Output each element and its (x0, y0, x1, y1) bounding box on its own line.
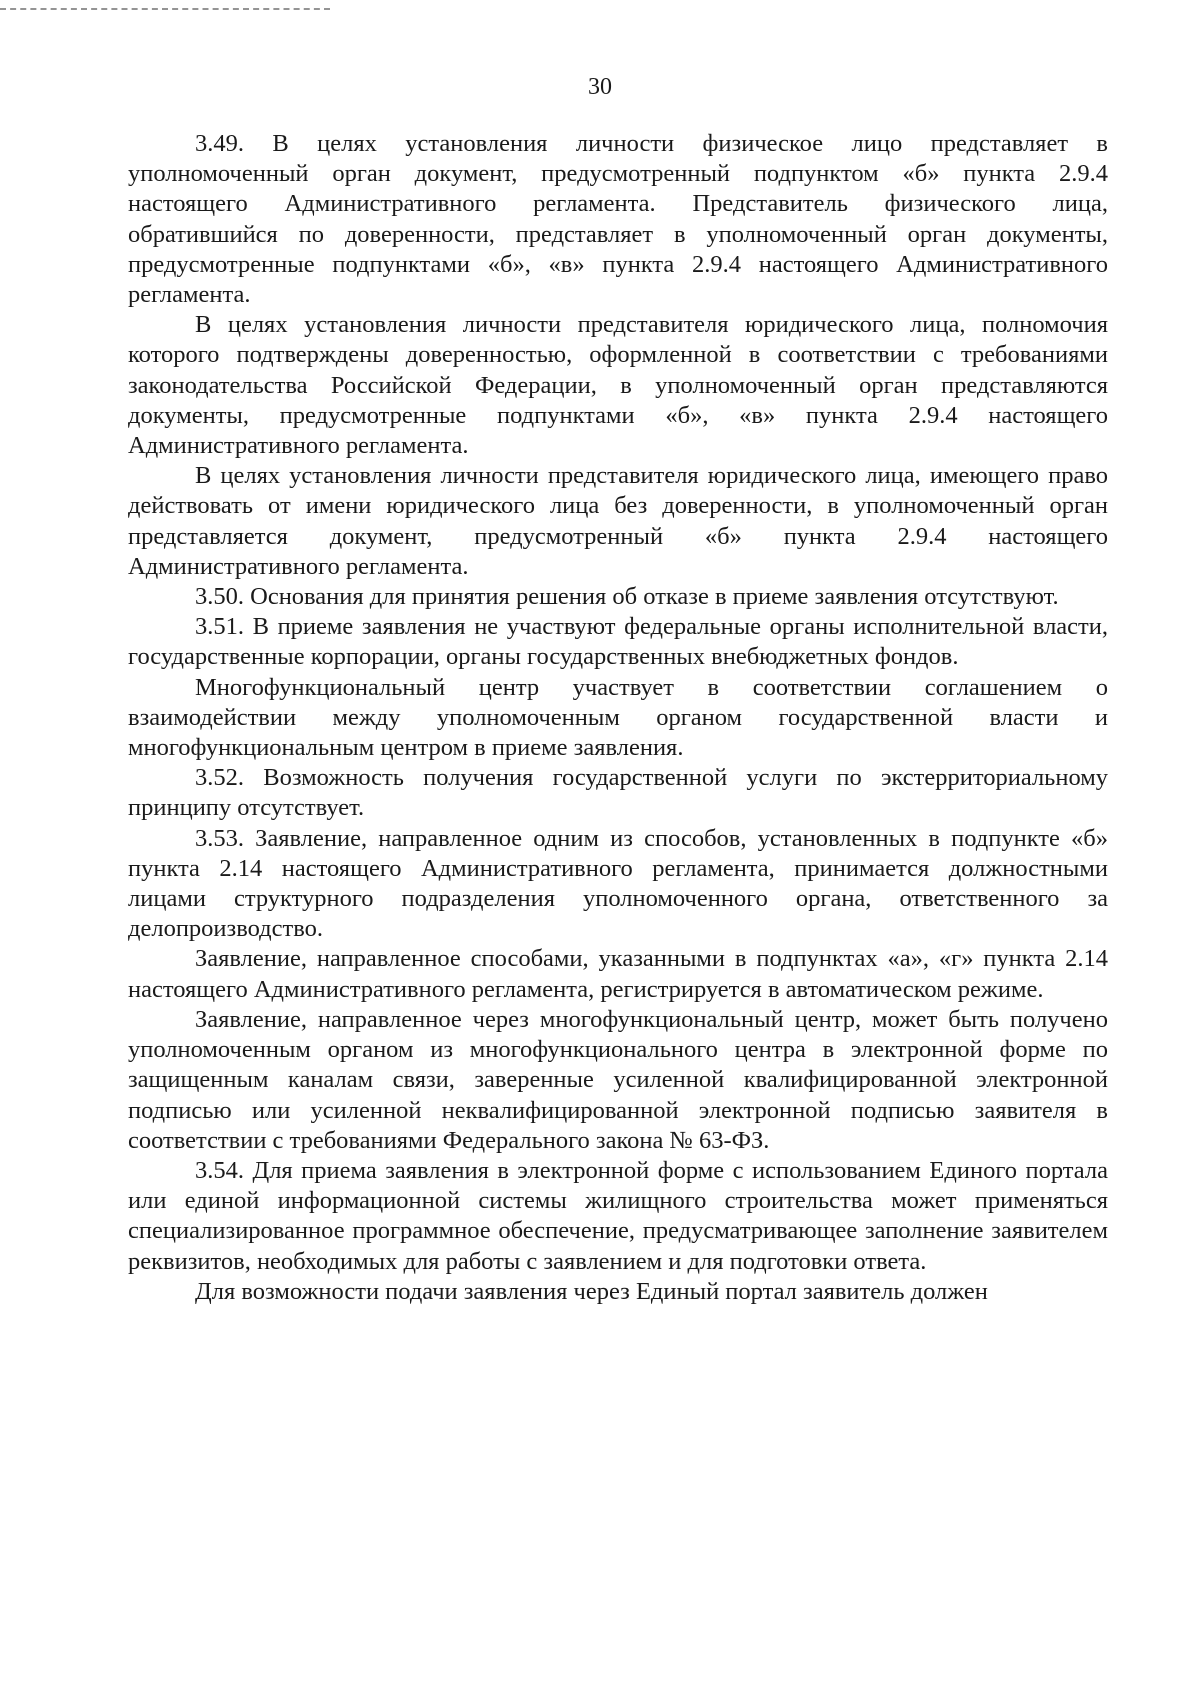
paragraph-3-52: 3.52. Возможность получения государственной услуги по экстерриториальному принципу отсутствует. (128, 764, 1108, 822)
document-body (128, 129, 1108, 1307)
paragraph-auto-registration: Заявление, направленное способами, указанными в подпунктах «а», «г» пункта 2.14 настоящего Административного регламента, регистрируется в автоматическом режиме. (128, 945, 1108, 1003)
paragraph-3-50: 3.50. Основания для принятия решения об отказе в приеме заявления отсутствуют. (195, 583, 1059, 611)
paragraph-3-51: 3.51. В приеме заявления не участвуют федеральные органы исполнительной власти, государственные корпорации, органы государственных внебюджетных фондов. (128, 613, 1108, 671)
paragraph-mfc-participation: Многофункциональный центр участвует в соответствии соглашением о взаимодействии между уполномоченным органом государственной власти и многофункциональным центром в приеме заявления. (128, 673, 1108, 762)
scan-edge-mark (0, 8, 330, 10)
paragraph-mfc-electronic: Заявление, направленное через многофункциональный центр, может быть получено уполномоченным органом из многофункционального центра в электронной форме по защищенным каналам связи, заверенные усиленной квалифицированной электронной подписью или усиленной неквалифицированной электронной подписью заявителя в соответствии с требованиями Федерального закона № 63-ФЗ. (128, 1005, 1108, 1154)
paragraph-3-54: 3.54. Для приема заявления в электронной форме с использованием Единого портала или единой информационной системы жилищного строительства может применяться специализированное программное обеспечение, предусматривающее заполнение заявителем реквизитов, необходимых для работы с заявлением и для подготовки ответа. (128, 1156, 1108, 1275)
paragraph-portal-submission: Для возможности подачи заявления через Единый портал заявитель должен (195, 1277, 988, 1305)
paragraph-legal-rep-by-proxy: В целях установления личности представителя юридического лица, полномочия которого подтверждены доверенностью, оформленной в соответствии с требованиями законодательства Российской Федерации, в уполномоченный орган представляются документы, предусмотренные подпунктами «б», «в» пункта 2.9.4 настоящего Административного регламента. (128, 311, 1108, 460)
paragraph-legal-rep-without-proxy: В целях установления личности представителя юридического лица, имеющего право действовать от имени юридического лица без доверенности, в уполномоченный орган представляется документ, предусмотренный «б» пункта 2.9.4 настоящего Административного регламента. (128, 462, 1108, 580)
page-number: 30 (588, 74, 612, 100)
paragraph-3-49: 3.49. В целях установления личности физическое лицо представляет в уполномоченный орган документ, предусмотренный подпунктом «б» пункта 2.9.4 настоящего Административного регламента. Представитель физического лица, обратившийся по доверенности, представляет в уполномоченный орган документы, предусмотренные подпунктами «б», «в» пункта 2.9.4 настоящего Административного регламента. (128, 130, 1108, 309)
paragraph-3-53: 3.53. Заявление, направленное одним из способов, установленных в подпункте «б» пункта 2.14 настоящего Административного регламента, принимается должностными лицами структурного подразделения уполномоченного органа, ответственного за делопроизводство. (128, 824, 1108, 943)
